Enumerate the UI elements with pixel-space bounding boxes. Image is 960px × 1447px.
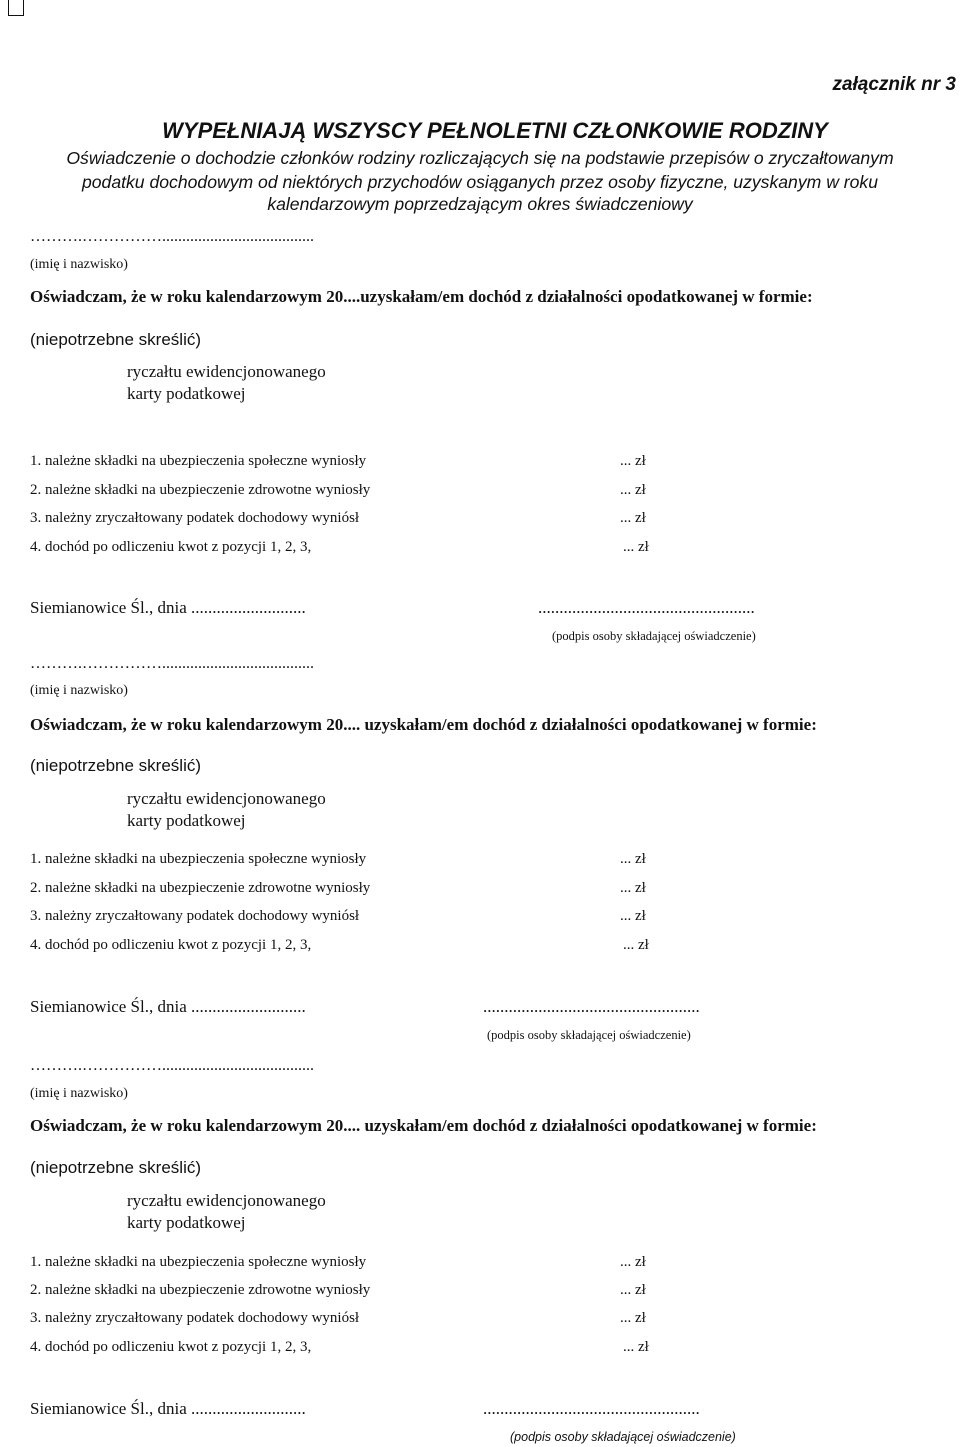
item-value-3[interactable]: ... zł xyxy=(620,908,646,924)
item-label-1: 1. należne składki na ubezpieczenia społeczne wyniosły xyxy=(30,851,367,867)
item-value-1[interactable]: ... zł xyxy=(620,851,646,867)
signature-field[interactable]: ................................................... xyxy=(538,598,755,617)
item-value-2[interactable]: ... zł xyxy=(620,1282,646,1298)
item-value-1[interactable]: ... zł xyxy=(620,453,646,469)
item-value-3[interactable]: ... zł xyxy=(620,1310,646,1326)
subtitle-line-1: Oświadczenie o dochodzie członków rodziny rozliczających się na podstawie przepisów o zryczałtowanym xyxy=(66,148,894,168)
attachment-number: załącznik nr 3 xyxy=(832,74,956,95)
option-lump-sum[interactable]: ryczałtu ewidencjonowanego xyxy=(127,1191,326,1210)
item-label-1: 1. należne składki na ubezpieczenia społeczne wyniosły xyxy=(30,453,367,469)
item-label-4: 4. dochód po odliczeniu kwot z pozycji 1, 2, 3, xyxy=(30,1339,312,1355)
item-label-4: 4. dochód po odliczeniu kwot z pozycji 1, 2, 3, xyxy=(30,539,312,555)
option-lump-sum[interactable]: ryczałtu ewidencjonowanego xyxy=(127,789,326,808)
item-label-2: 2. należne składki na ubezpieczenie zdrowotne wyniosły xyxy=(30,482,371,498)
item-value-4[interactable]: ... zł xyxy=(623,1339,649,1355)
item-value-2[interactable]: ... zł xyxy=(620,482,646,498)
signature-label: (podpis osoby składającej oświadczenie) xyxy=(487,1028,691,1042)
item-value-3[interactable]: ... zł xyxy=(620,510,646,526)
option-tax-card[interactable]: karty podatkowej xyxy=(127,811,246,830)
declaration-text: Oświadczam, że w roku kalendarzowym 20.... uzyskałam/em dochód z działalności opodatkowanej w formie: xyxy=(30,715,817,734)
signature-field[interactable]: ................................................... xyxy=(483,1399,700,1418)
option-lump-sum[interactable]: ryczałtu ewidencjonowanego xyxy=(127,362,326,381)
declaration-text: Oświadczam, że w roku kalendarzowym 20.... uzyskałam/em dochód z działalności opodatkowanej w formie: xyxy=(30,1116,817,1135)
option-tax-card[interactable]: karty podatkowej xyxy=(127,1213,246,1232)
item-value-2[interactable]: ... zł xyxy=(620,880,646,896)
place-date-field[interactable]: Siemianowice Śl., dnia ........................... xyxy=(30,598,306,617)
item-label-4: 4. dochód po odliczeniu kwot z pozycji 1, 2, 3, xyxy=(30,937,312,953)
item-value-1[interactable]: ... zł xyxy=(620,1254,646,1270)
name-field[interactable]: ……….……………...................................... xyxy=(30,655,314,672)
name-field[interactable]: ……….……………...................................... xyxy=(30,228,314,245)
item-label-1: 1. należne składki na ubezpieczenia społeczne wyniosły xyxy=(30,1254,367,1270)
name-field[interactable]: ……….……………...................................... xyxy=(30,1057,314,1074)
item-label-2: 2. należne składki na ubezpieczenie zdrowotne wyniosły xyxy=(30,880,371,896)
page-title: WYPEŁNIAJĄ WSZYSCY PEŁNOLETNI CZŁONKOWIE RODZINY xyxy=(162,118,828,143)
place-date-field[interactable]: Siemianowice Śl., dnia ........................... xyxy=(30,997,306,1016)
name-label: (imię i nazwisko) xyxy=(30,1086,128,1101)
subtitle-line-3: kalendarzowym poprzedzającym okres świadczeniowy xyxy=(267,194,693,214)
item-label-3: 3. należny zryczałtowany podatek dochodowy wyniósł xyxy=(30,1310,360,1326)
strike-note: (niepotrzebne skreślić) xyxy=(30,330,202,349)
strike-note: (niepotrzebne skreślić) xyxy=(30,1158,202,1177)
subtitle-line-2: podatku dochodowym od niektórych przychodów osiąganych przez osoby fizyczne, uzyskanym w roku xyxy=(81,172,879,192)
strike-note: (niepotrzebne skreślić) xyxy=(30,756,202,775)
option-tax-card[interactable]: karty podatkowej xyxy=(127,384,246,403)
declaration-text: Oświadczam, że w roku kalendarzowym 20....uzyskałam/em dochód z działalności opodatkowanej w formie: xyxy=(30,287,813,306)
item-value-4[interactable]: ... zł xyxy=(623,539,649,555)
signature-field[interactable]: ................................................... xyxy=(483,997,700,1016)
item-label-3: 3. należny zryczałtowany podatek dochodowy wyniósł xyxy=(30,510,360,526)
item-value-4[interactable]: ... zł xyxy=(623,937,649,953)
item-label-2: 2. należne składki na ubezpieczenie zdrowotne wyniosły xyxy=(30,1282,371,1298)
checkbox-icon[interactable] xyxy=(8,0,24,16)
place-date-field[interactable]: Siemianowice Śl., dnia ........................... xyxy=(30,1399,306,1418)
item-label-3: 3. należny zryczałtowany podatek dochodowy wyniósł xyxy=(30,908,360,924)
name-label: (imię i nazwisko) xyxy=(30,257,128,272)
signature-label: (podpis osoby składającej oświadczenie) xyxy=(510,1430,736,1444)
signature-label: (podpis osoby składającej oświadczenie) xyxy=(552,629,756,643)
name-label: (imię i nazwisko) xyxy=(30,683,128,698)
